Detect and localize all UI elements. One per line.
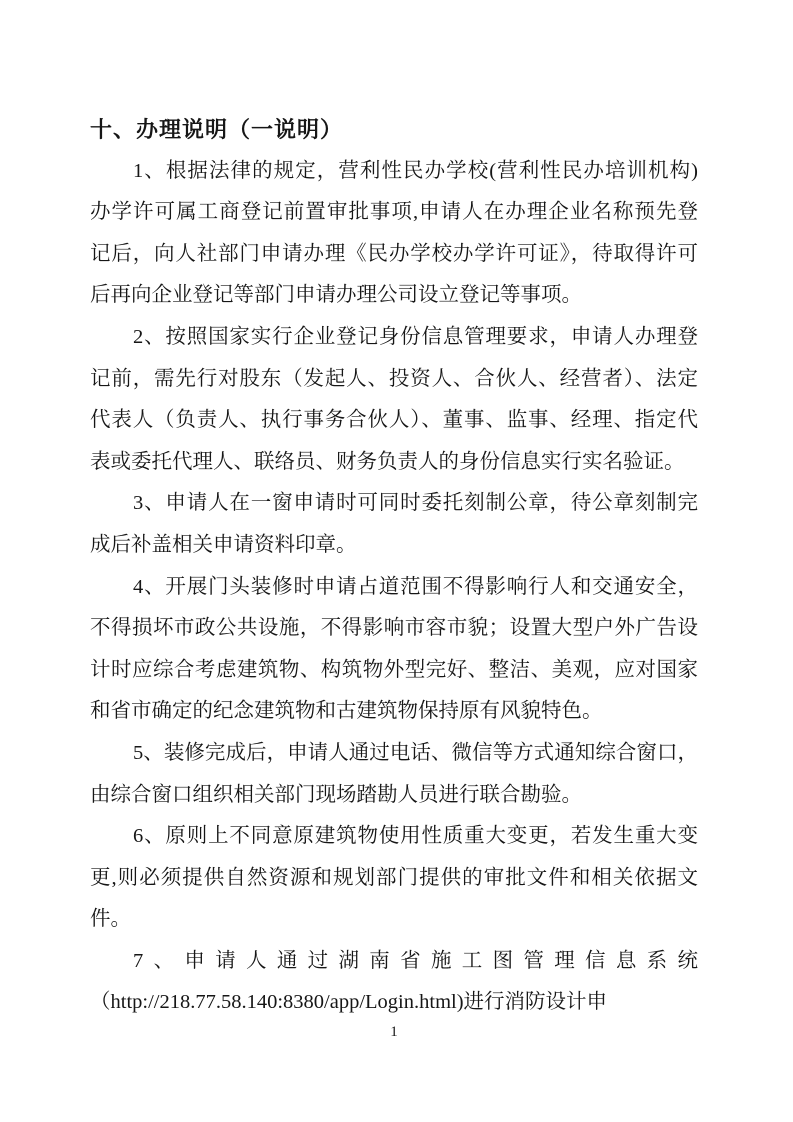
text-line: 6、原则上不同意原建筑物使用性质重大变更，若发生重大变 [133, 825, 698, 848]
text-line: 和省市确定的纪念建筑物和古建筑物保持原有风貌特色。 [90, 700, 603, 723]
text-line: 件。 [90, 908, 131, 931]
paragraph [90, 733, 698, 816]
section-heading: 十、办理说明（一说明） [90, 117, 344, 142]
text-line: 不得损坏市政公共设施，不得影响市容市貌；设置大型户外广告设 [90, 617, 698, 640]
paragraph [90, 567, 698, 733]
text-line: 7、申请人通过湖南省施工图管理信息系统 [133, 949, 698, 972]
document-content [90, 109, 698, 1024]
text-line: 成后补盖相关申请资料印章。 [90, 533, 357, 556]
text-line: 1、根据法律的规定，营利性民办学校(营利性民办培训机构) [133, 159, 698, 182]
text-line: 5、装修完成后，申请人通过电话、微信等方式通知综合窗口， [133, 741, 698, 764]
text-line: 4、开展门头装修时申请占道范围不得影响行人和交通安全， [133, 575, 698, 598]
text-line: 由综合窗口组织相关部门现场踏勘人员进行联合勘验。 [90, 783, 582, 806]
text-line: 代表人（负责人、执行事务合伙人）、董事、监事、经理、指定代 [90, 409, 698, 432]
paragraph [90, 151, 698, 317]
paragraph [90, 483, 698, 566]
paragraph [90, 317, 698, 483]
text-line: 计时应综合考虑建筑物、构筑物外型完好、整洁、美观，应对国家 [90, 658, 698, 681]
text-line: 表或委托代理人、联络员、财务负责人的身份信息实行实名验证。 [90, 450, 685, 473]
text-line: 3、申请人在一窗申请时可同时委托刻制公章，待公章刻制完 [133, 492, 698, 515]
document-body [90, 151, 698, 1024]
page-number: 1 [390, 1024, 398, 1040]
paragraph [90, 941, 698, 1024]
text-line: 后再向企业登记等部门申请办理公司设立登记等事项。 [90, 284, 582, 307]
paragraph [90, 816, 698, 941]
text-line: 更,则必须提供自然资源和规划部门提供的审批文件和相关依据文 [90, 866, 698, 889]
text-line: （http://218.77.58.140:8380/app/Login.html)进行消防设计申 [90, 991, 608, 1014]
text-line: 记后，向人社部门申请办理《民办学校办学许可证》，待取得许可 [90, 242, 698, 265]
text-line: 记前，需先行对股东（发起人、投资人、合伙人、经营者）、法定 [90, 367, 698, 390]
text-line: 2、按照国家实行企业登记身份信息管理要求，申请人办理登 [133, 325, 698, 348]
text-line: 办学许可属工商登记前置审批事项,申请人在办理企业名称预先登 [90, 201, 698, 224]
